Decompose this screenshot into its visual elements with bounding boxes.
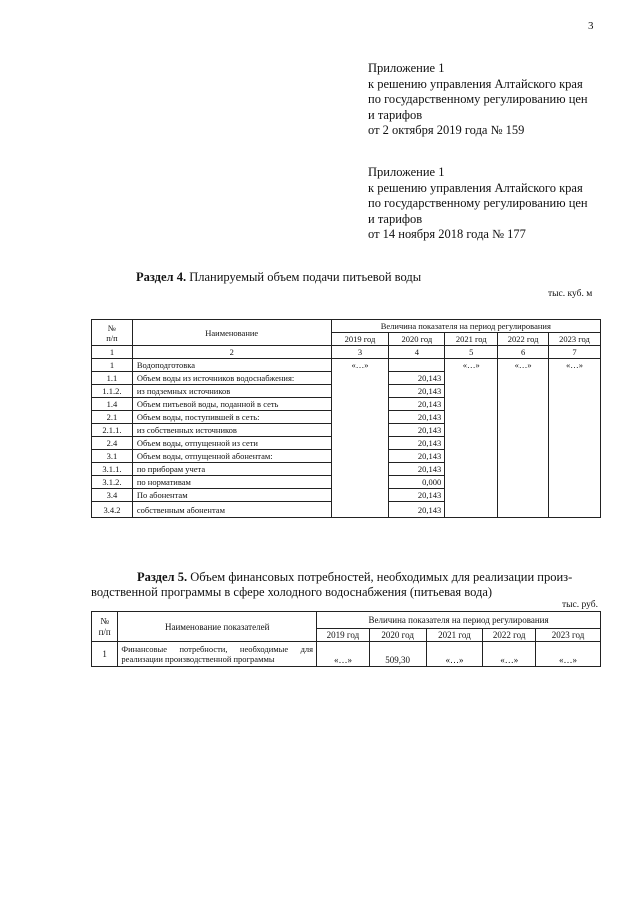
row-num: 2.1 bbox=[92, 411, 133, 424]
value-2019: «…» bbox=[317, 642, 370, 667]
row-num: 2.4 bbox=[92, 437, 133, 450]
col-header-year: 2019 год bbox=[317, 629, 370, 642]
row-name bbox=[118, 642, 317, 667]
section5-table bbox=[91, 611, 601, 667]
appendix-line: Приложение 1 bbox=[368, 61, 445, 75]
section5-heading: Объем финансовых потребностей, необходимых для реализации произ- bbox=[190, 570, 573, 584]
row-num: 1.4 bbox=[92, 398, 133, 411]
col-header-period: Величина показателя на период регулирования bbox=[317, 612, 601, 629]
row-num: 2.1.1. bbox=[92, 424, 133, 437]
section4-table bbox=[91, 319, 601, 518]
col-header-year: 2023 год bbox=[549, 333, 601, 346]
row-num: 3.1.2. bbox=[92, 476, 133, 489]
col-header-num: № п/п bbox=[92, 612, 118, 642]
col-header-year: 2020 год bbox=[369, 629, 426, 642]
row-name-line: реализации производственной программы bbox=[121, 654, 275, 664]
value-2023: «…» bbox=[536, 642, 601, 667]
row-name: собственным абонентам bbox=[132, 502, 331, 518]
appendix-line: Приложение 1 bbox=[368, 165, 445, 179]
value-2020: 20,143 bbox=[389, 385, 445, 398]
row-name: Объем воды, отпущенной из сети bbox=[132, 437, 331, 450]
row-num: 3.1 bbox=[92, 450, 133, 463]
row-name: Объем воды из источников водоснабжения: bbox=[132, 372, 331, 385]
value-2020 bbox=[389, 359, 445, 372]
value-2020: 20,143 bbox=[389, 398, 445, 411]
value-2020: 20,143 bbox=[389, 424, 445, 437]
col-index: 1 bbox=[92, 346, 133, 359]
value-2020: 20,143 bbox=[389, 450, 445, 463]
col-header-year: 2022 год bbox=[498, 333, 549, 346]
row-name: Объем воды, отпущенной абонентам: bbox=[132, 450, 331, 463]
col-index: 3 bbox=[331, 346, 389, 359]
appendix-line: от 14 ноября 2018 года № 177 bbox=[368, 227, 526, 241]
row-num: 1 bbox=[92, 642, 118, 667]
col-index: 4 bbox=[389, 346, 445, 359]
value-2021: «…» bbox=[426, 642, 483, 667]
row-num: 3.1.1. bbox=[92, 463, 133, 476]
section4-label: Раздел 4. bbox=[136, 270, 187, 284]
row-num: 1 bbox=[92, 359, 133, 372]
row-name: По абонентам bbox=[132, 489, 331, 502]
col-header-period: Величина показателя на период регулирования bbox=[331, 320, 600, 333]
col-index: 6 bbox=[498, 346, 549, 359]
section4-unit: тыс. куб. м bbox=[548, 289, 593, 299]
section4-heading: Планируемый объем подачи питьевой воды bbox=[189, 270, 422, 284]
table-row bbox=[92, 359, 601, 372]
section5-title-line1 bbox=[137, 570, 572, 585]
col-header-year: 2021 год bbox=[445, 333, 498, 346]
page-number: 3 bbox=[588, 20, 594, 32]
appendix-line: по государственному регулированию цен bbox=[368, 92, 588, 106]
value-2020: 20,143 bbox=[389, 463, 445, 476]
col-header-year: 2021 год bbox=[426, 629, 483, 642]
value-2022: «…» bbox=[498, 359, 549, 518]
value-2021: «…» bbox=[445, 359, 498, 518]
row-num: 3.4.2 bbox=[92, 502, 133, 518]
section5-title-line2: водственной программы в сфере холодного водоснабжения (питьевая вода) bbox=[91, 585, 493, 599]
section5-label: Раздел 5. bbox=[137, 570, 188, 584]
appendix-line: и тарифов bbox=[368, 107, 423, 122]
value-2022: «…» bbox=[483, 642, 536, 667]
col-index: 5 bbox=[445, 346, 498, 359]
value-2020: 509,30 bbox=[369, 642, 426, 667]
section5-unit: тыс. руб. bbox=[562, 600, 598, 610]
col-header-num: № п/п bbox=[92, 320, 133, 346]
value-2020: 20,143 bbox=[389, 411, 445, 424]
col-header-name: Наименование показателей bbox=[118, 612, 317, 642]
value-2019: «…» bbox=[331, 359, 389, 518]
col-header-year: 2023 год bbox=[536, 629, 601, 642]
appendix-line: и тарифов bbox=[368, 211, 423, 226]
row-num: 1.1.2. bbox=[92, 385, 133, 398]
col-header-year: 2022 год bbox=[483, 629, 536, 642]
col-header-name: Наименование bbox=[132, 320, 331, 346]
value-2020: 20,143 bbox=[389, 437, 445, 450]
row-num: 3.4 bbox=[92, 489, 133, 502]
col-header-year: 2020 год bbox=[389, 333, 445, 346]
row-name: из собственных источников bbox=[132, 424, 331, 437]
row-name: Водоподготовка bbox=[132, 359, 331, 372]
row-name: по приборам учета bbox=[132, 463, 331, 476]
section4-title bbox=[136, 270, 421, 285]
row-num: 1.1 bbox=[92, 372, 133, 385]
appendix-header-current bbox=[368, 61, 588, 139]
col-header-year: 2019 год bbox=[331, 333, 389, 346]
appendix-line: к решению управления Алтайского края bbox=[368, 180, 583, 195]
col-index: 2 bbox=[132, 346, 331, 359]
appendix-line: от 2 октября 2019 года № 159 bbox=[368, 123, 525, 137]
appendix-header-previous bbox=[368, 165, 588, 243]
appendix-line: по государственному регулированию цен bbox=[368, 196, 588, 210]
table-row bbox=[92, 642, 601, 667]
row-name: из подземных источников bbox=[132, 385, 331, 398]
appendix-line: к решению управления Алтайского края bbox=[368, 76, 583, 91]
value-2020: 20,143 bbox=[389, 502, 445, 518]
row-name: по нормативам bbox=[132, 476, 331, 489]
value-2020: 0,000 bbox=[389, 476, 445, 489]
row-name-line: Финансовые потребности, необходимые для bbox=[121, 644, 314, 654]
col-index: 7 bbox=[549, 346, 601, 359]
value-2020: 20,143 bbox=[389, 372, 445, 385]
value-2023: «…» bbox=[549, 359, 601, 518]
row-name: Объем воды, поступившей в сеть: bbox=[132, 411, 331, 424]
row-name: Объем питьевой воды, поданной в сеть bbox=[132, 398, 331, 411]
value-2020: 20,143 bbox=[389, 489, 445, 502]
